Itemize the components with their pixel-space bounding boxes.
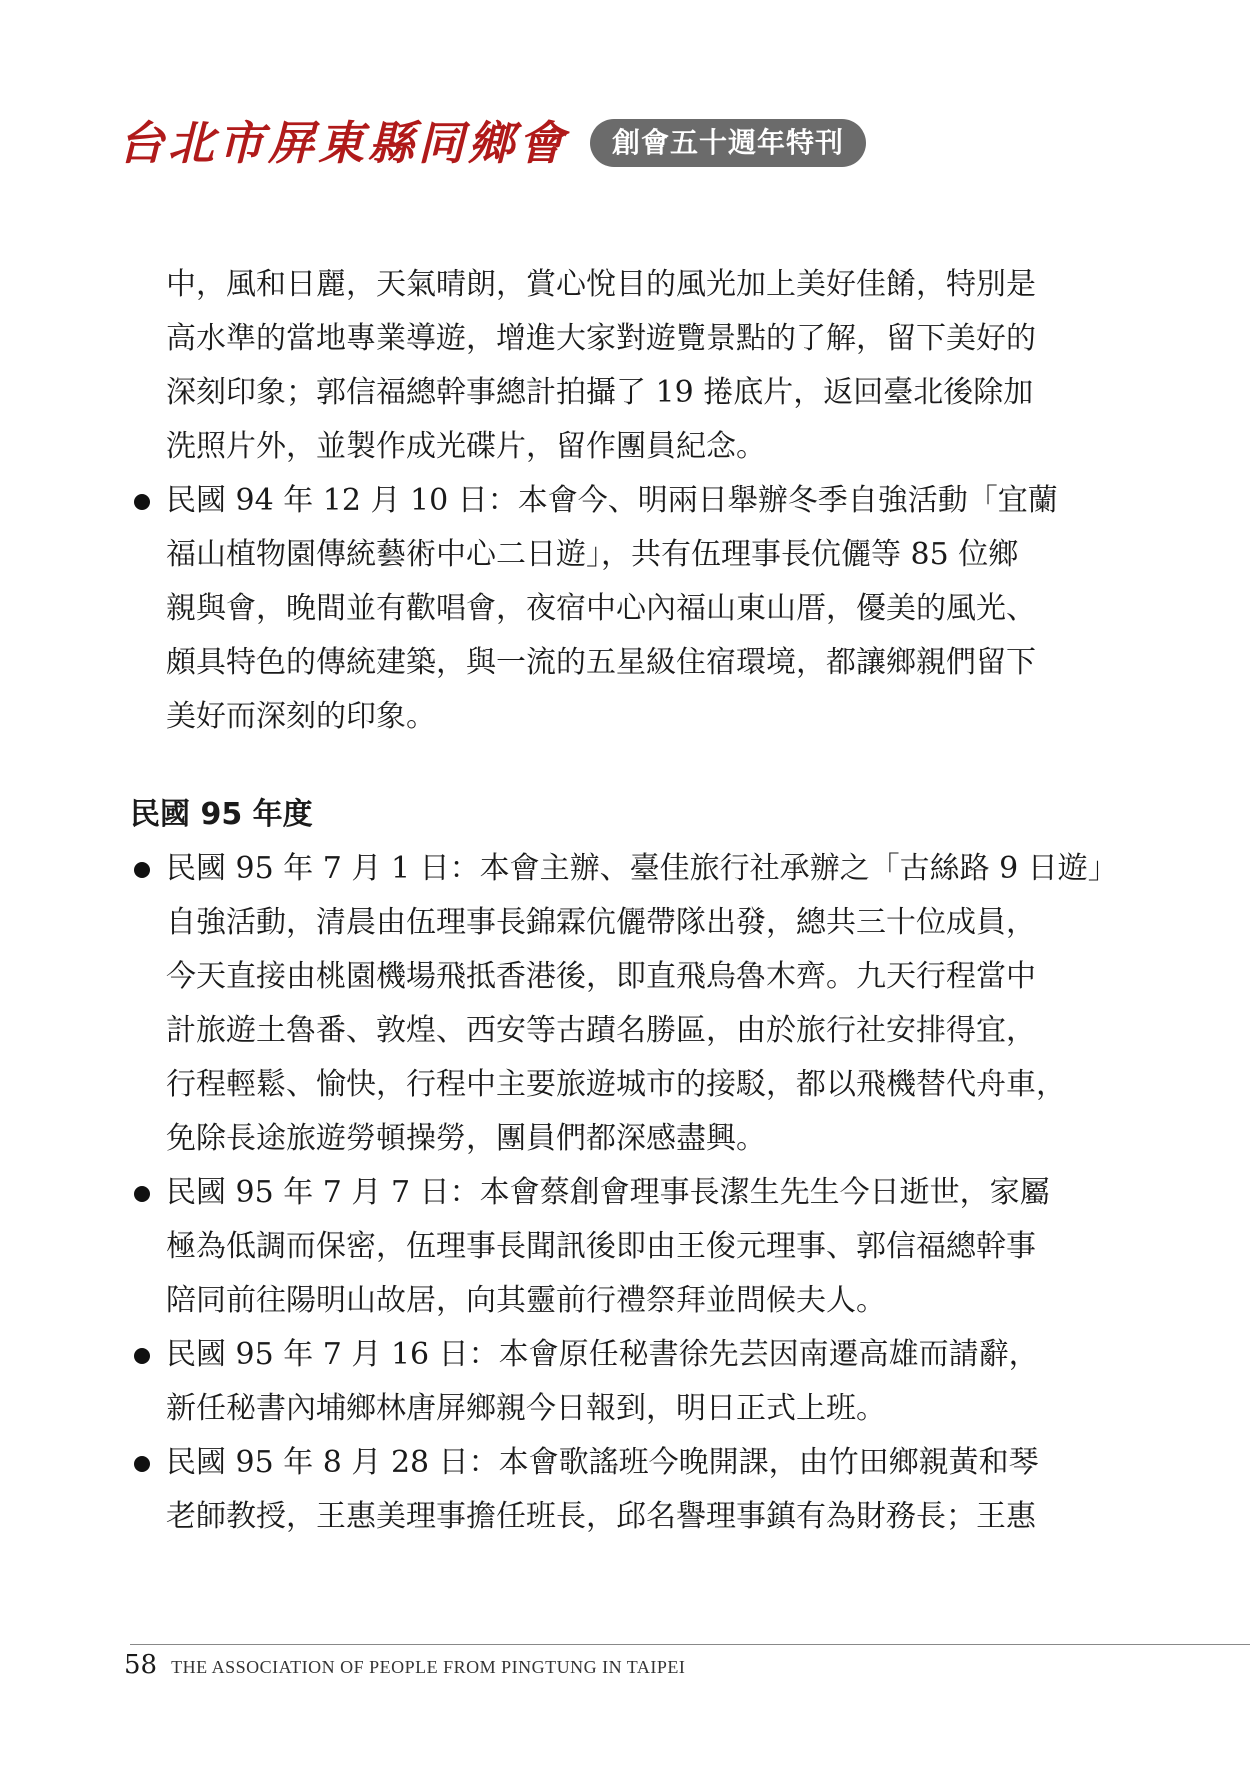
text-line: 親與會，晚間並有歡唱會，夜宿中心內福山東山厝，優美的風光、 (166, 591, 1036, 626)
text-line: 自強活動，清晨由伍理事長錦霖伉儷帶隊出發，總共三十位成員， (166, 905, 1036, 940)
article-body (130, 258, 1120, 1544)
text-line: 民國 95 年 7 月 16 日：本會原任秘書徐先芸因南遷高雄而請辭， (166, 1337, 1039, 1372)
text-line: 深刻印象；郭信福總幹事總計拍攝了 19 捲底片，返回臺北後除加 (166, 375, 1034, 410)
footer-divider (130, 1644, 1250, 1645)
special-issue-badge: 創會五十週年特刊 (590, 119, 866, 167)
bullet-icon (134, 494, 150, 510)
bullet-icon (134, 862, 150, 878)
brand-title: 台北市屏東縣同鄉會 (118, 116, 568, 170)
bullet-icon (134, 1348, 150, 1364)
text-line: 福山植物園傳統藝術中心二日遊」，共有伍理事長伉儷等 85 位鄉 (166, 537, 1019, 572)
text-line: 極為低調而保密，伍理事長聞訊後即由王俊元理事、郭信福總幹事 (166, 1229, 1036, 1264)
text-line: 今天直接由桃園機場飛抵香港後，即直飛烏魯木齊。九天行程當中 (166, 959, 1036, 994)
text-line: 免除長途旅遊勞頓操勞，團員們都深感盡興。 (166, 1121, 766, 1156)
bullet-icon (134, 1456, 150, 1472)
list-item (130, 1328, 1120, 1436)
text-line: 民國 95 年 7 月 7 日：本會蔡創會理事長潔生先生今日逝世，家屬 (166, 1175, 1050, 1210)
text-line: 老師教授，王惠美理事擔任班長，邱名譽理事鎮有為財務長；王惠 (166, 1499, 1036, 1534)
text-line: 高水準的當地專業導遊，增進大家對遊覽景點的了解，留下美好的 (166, 321, 1036, 356)
list-item (130, 842, 1120, 1166)
section-heading: 民國 95 年度 (130, 797, 313, 832)
text-line: 陪同前往陽明山故居，向其靈前行禮祭拜並問候夫人。 (166, 1283, 886, 1318)
text-line: 民國 94 年 12 月 10 日：本會今、明兩日舉辦冬季自強活動「宜蘭 (166, 483, 1058, 518)
text-line: 新任秘書內埔鄉林唐屏鄉親今日報到，明日正式上班。 (166, 1391, 886, 1426)
page-header (118, 112, 866, 174)
bullet-icon (134, 1186, 150, 1202)
list-item (130, 1166, 1120, 1328)
text-line: 民國 95 年 8 月 28 日：本會歌謠班今晚開課，由竹田鄉親黃和琴 (166, 1445, 1039, 1480)
text-line: 美好而深刻的印象。 (166, 699, 436, 734)
text-line: 頗具特色的傳統建築，與一流的五星級住宿環境，都讓鄉親們留下 (166, 645, 1036, 680)
association-name: THE ASSOCIATION OF PEOPLE FROM PINGTUNG IN TAIPEI (171, 1657, 686, 1677)
continuation-paragraph (130, 258, 1120, 474)
text-line: 行程輕鬆、愉快，行程中主要旅遊城市的接駁，都以飛機替代舟車， (166, 1067, 1066, 1102)
text-line: 洗照片外，並製作成光碟片，留作團員紀念。 (166, 429, 766, 464)
list-item (130, 474, 1120, 744)
page-footer (124, 1650, 685, 1680)
text-line: 中，風和日麗，天氣晴朗，賞心悅目的風光加上美好佳餚，特別是 (166, 267, 1036, 302)
page-number: 58 (124, 1650, 158, 1680)
text-line: 民國 95 年 7 月 1 日：本會主辦、臺佳旅行社承辦之「古絲路 9 日遊」 (166, 851, 1118, 886)
text-line: 計旅遊土魯番、敦煌、西安等古蹟名勝區，由於旅行社安排得宜， (166, 1013, 1036, 1048)
list-item (130, 1436, 1120, 1544)
